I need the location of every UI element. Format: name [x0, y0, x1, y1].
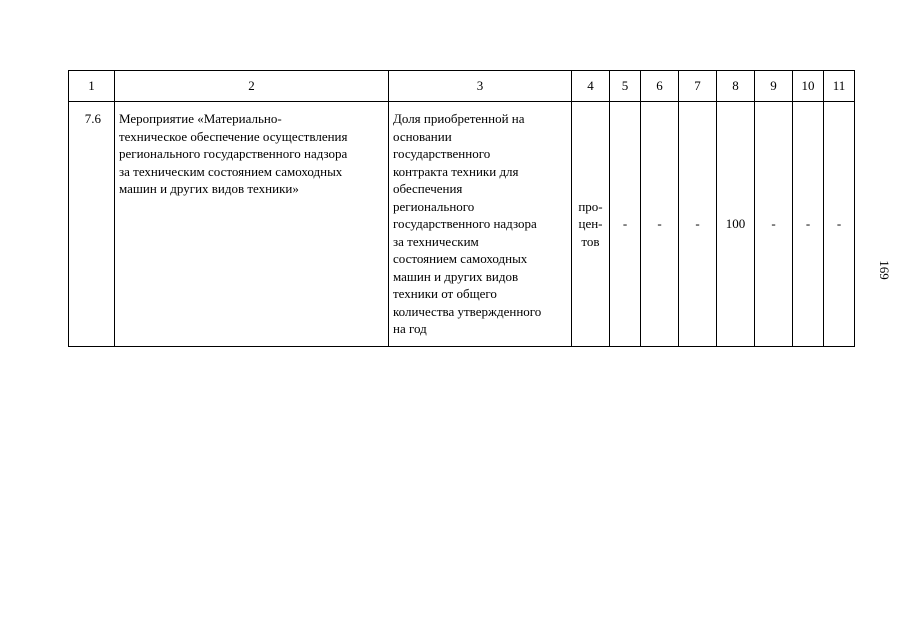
- unit-line: цен-: [578, 216, 603, 232]
- event-line: регионального государственного надзора: [119, 146, 348, 161]
- event-line: за техническим состоянием самоходных: [119, 163, 343, 179]
- header-col-1: 1: [69, 71, 115, 102]
- indicator-name: [389, 102, 572, 347]
- indicator-line: за техническим: [393, 233, 479, 249]
- page-number: 169: [877, 260, 892, 280]
- header-col-3: 3: [389, 71, 572, 102]
- indicator-line: государственного: [393, 146, 491, 161]
- indicator-line: Доля приобретенной на: [393, 111, 525, 126]
- event-name: [115, 102, 389, 347]
- header-col-2: 2: [115, 71, 389, 102]
- indicator-line: государственного надзора: [393, 216, 537, 231]
- header-col-7: 7: [679, 71, 717, 102]
- indicator-line: регионального: [393, 198, 475, 214]
- indicator-line: основании: [393, 128, 452, 144]
- indicator-line: машин и других видов: [393, 268, 519, 284]
- header-col-9: 9: [755, 71, 793, 102]
- value-col-10: -: [793, 102, 824, 347]
- header-col-10: 10: [793, 71, 824, 102]
- value-col-11: -: [824, 102, 855, 347]
- event-line: Мероприятие «Материально-: [119, 111, 282, 126]
- header-col-5: 5: [610, 71, 641, 102]
- header-col-8: 8: [717, 71, 755, 102]
- data-table: [68, 70, 855, 347]
- header-col-11: 11: [824, 71, 855, 102]
- indicator-line: состоянием самоходных: [393, 251, 528, 266]
- value-col-7: -: [679, 102, 717, 347]
- indicator-line: на год: [393, 321, 427, 336]
- header-row: [69, 71, 855, 102]
- indicator-line: обеспечения: [393, 181, 463, 196]
- event-line: машин и других видов техники»: [119, 181, 299, 196]
- indicator-line: контракта техники для: [393, 163, 519, 179]
- indicator-line: техники от общего: [393, 286, 497, 301]
- row-number: 7.6: [69, 102, 115, 347]
- header-col-6: 6: [641, 71, 679, 102]
- unit-line: тов: [581, 233, 600, 249]
- event-line: техническое обеспечение осуществления: [119, 128, 348, 144]
- unit-label: [578, 198, 602, 251]
- unit-cell: [572, 102, 610, 347]
- header-col-4: 4: [572, 71, 610, 102]
- table-row: [69, 102, 855, 347]
- value-col-8: 100: [717, 102, 755, 347]
- value-col-9: -: [755, 102, 793, 347]
- indicator-line: количества утвержденного: [393, 303, 542, 319]
- value-col-6: -: [641, 102, 679, 347]
- value-col-5: -: [610, 102, 641, 347]
- unit-line: про-: [578, 198, 603, 214]
